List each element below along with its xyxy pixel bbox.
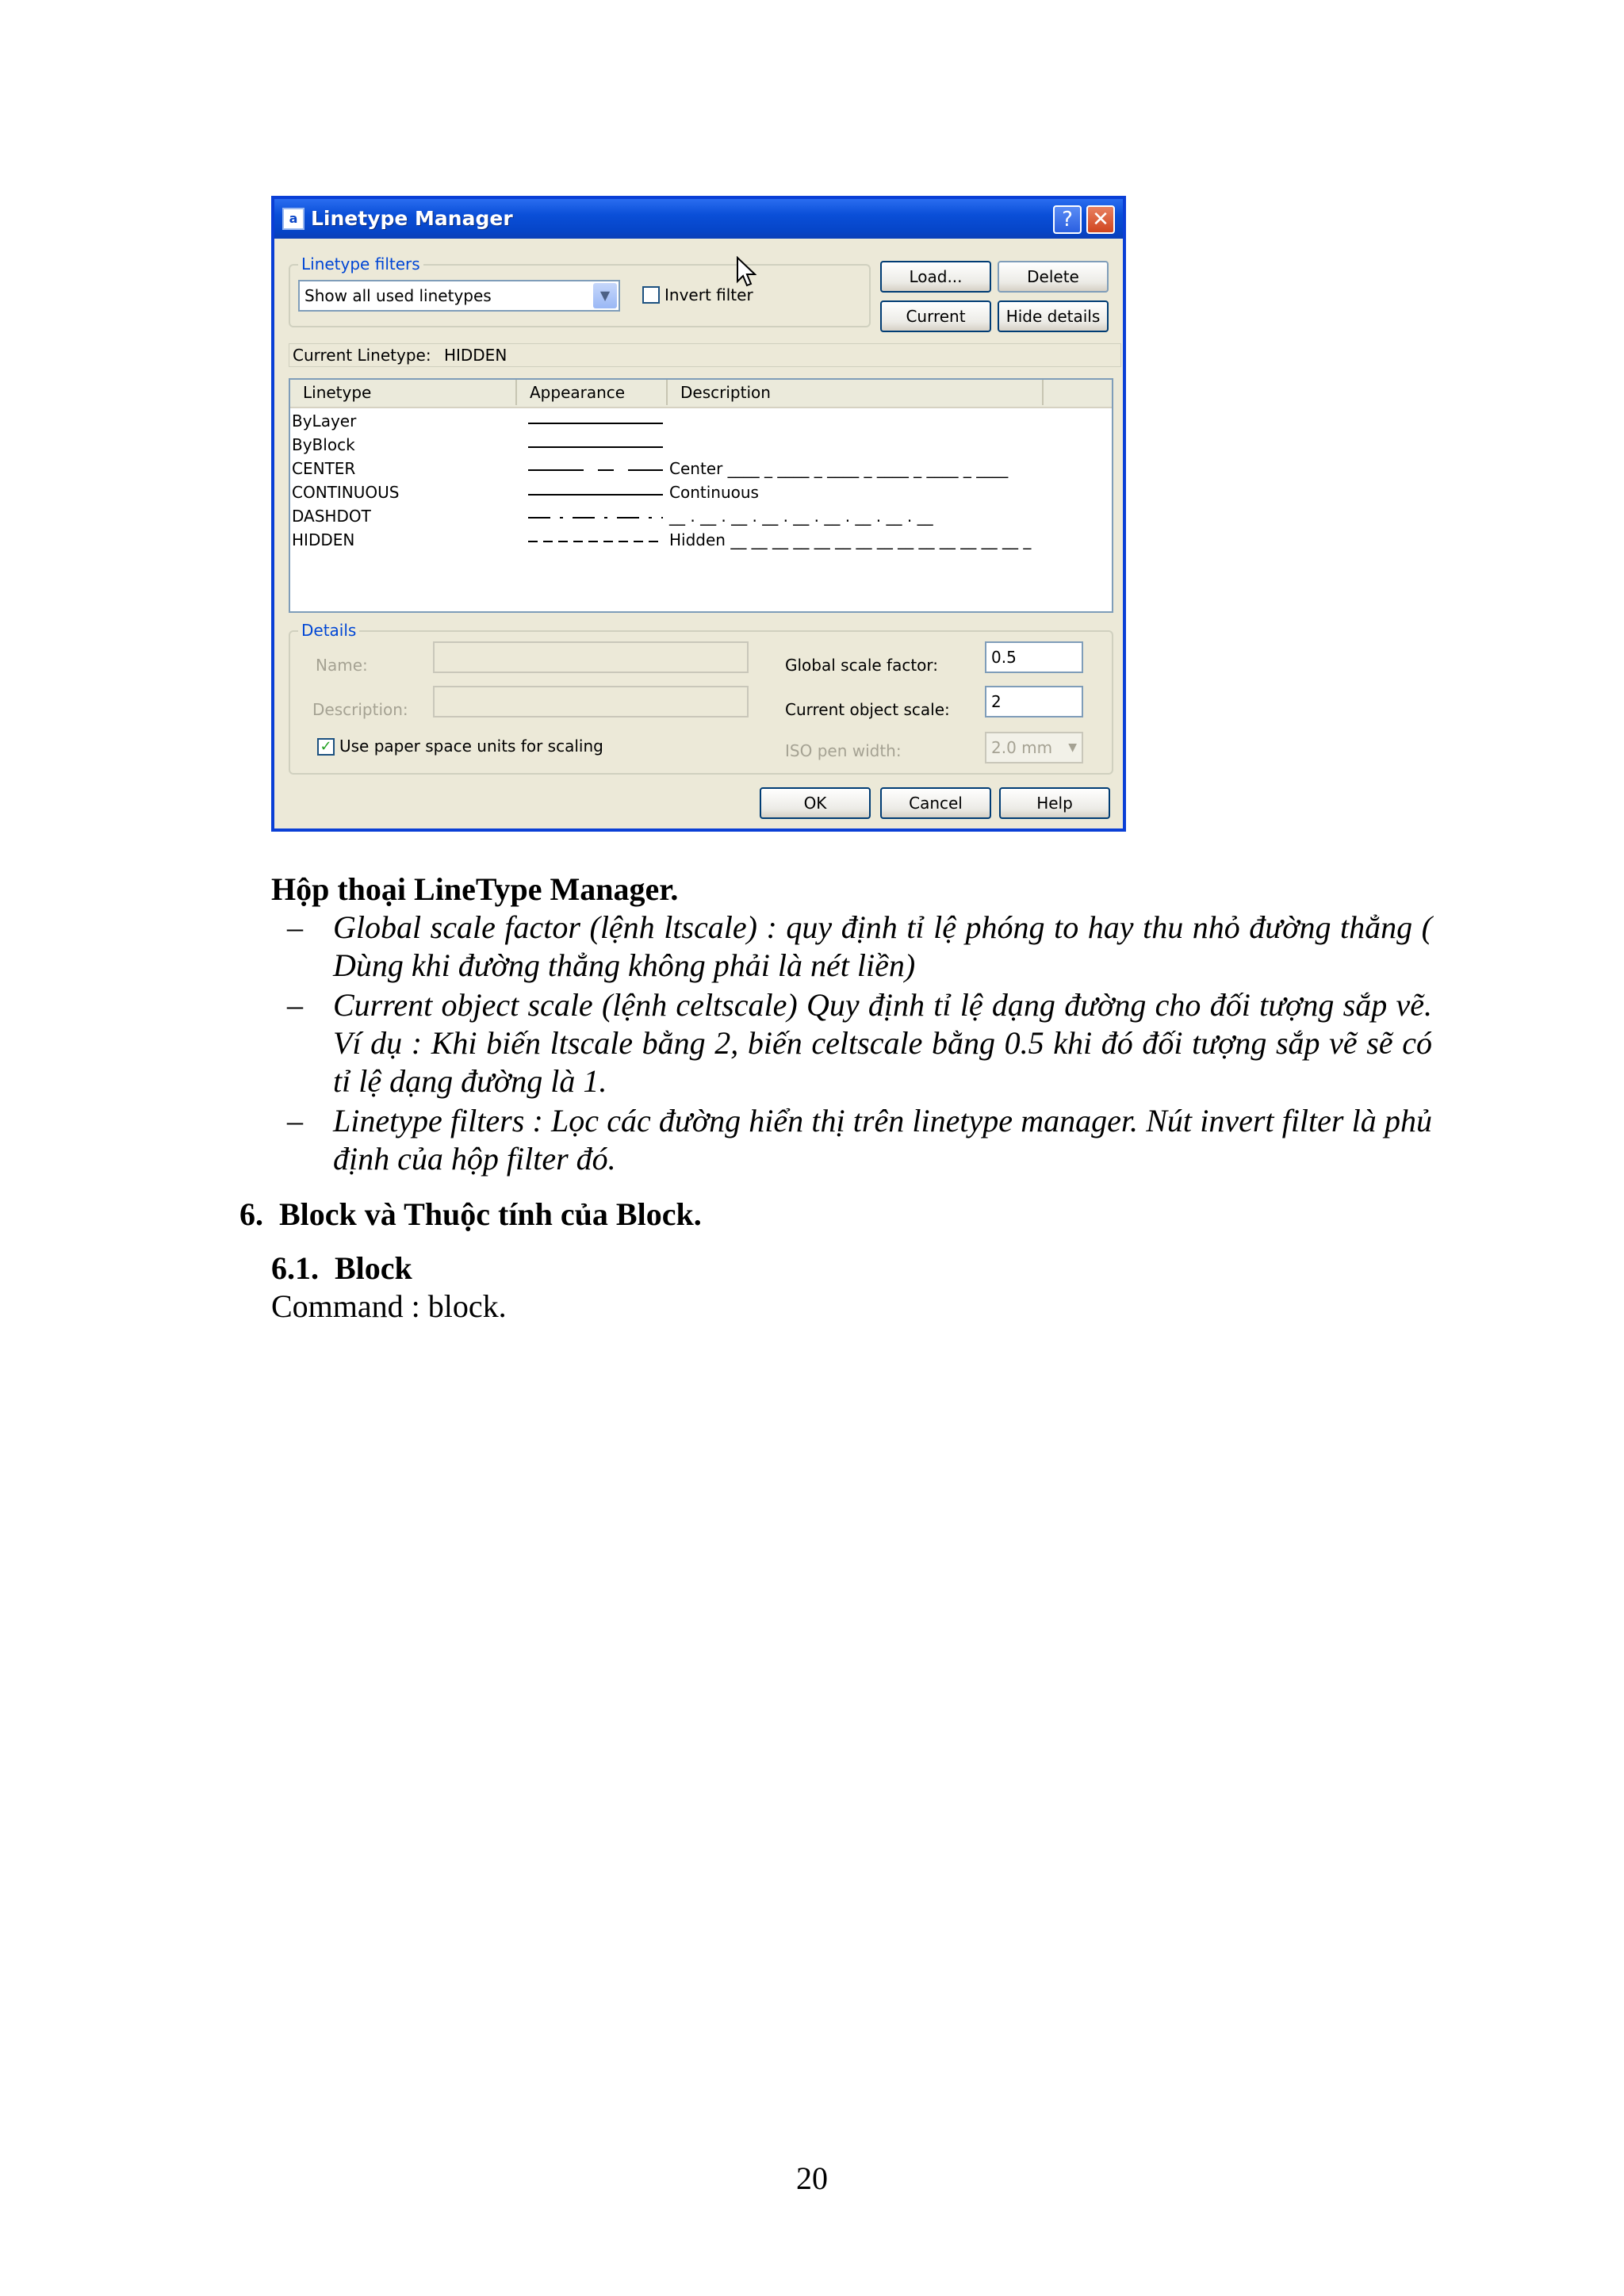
delete-button[interactable]: Delete bbox=[998, 261, 1109, 293]
column-linetype[interactable]: Linetype bbox=[290, 380, 517, 405]
invert-filter-checkbox[interactable] bbox=[642, 286, 660, 304]
invert-filter-label: Invert filter bbox=[665, 285, 753, 304]
app-icon: a bbox=[282, 208, 304, 230]
bullet-marker: – bbox=[287, 909, 303, 945]
appearance-line bbox=[528, 446, 663, 448]
list-item-description: Hidden __ __ __ __ __ __ __ __ __ __ __ __ __ __ _ bbox=[669, 530, 1032, 549]
bullet-marker: – bbox=[287, 1103, 303, 1138]
current-object-scale-label: Current object scale: bbox=[785, 700, 950, 719]
linetype-filters-label: Linetype filters bbox=[298, 254, 423, 274]
list-header bbox=[290, 380, 1112, 408]
bullet-item: Current object scale (lệnh celtscale) Quy định tỉ lệ dạng đường cho đối tượng sắp vẽ. Ví dụ : Khi biến ltscale bằng 2, biến celtscale bằng 0.5 khi đó đối tượng sắp vẽ sẽ có tỉ lệ dạng đường là 1. bbox=[333, 987, 1432, 1099]
section-heading: 6. Block và Thuộc tính của Block. bbox=[239, 1196, 702, 1232]
dialog-title: Linetype Manager bbox=[311, 207, 513, 230]
help-icon[interactable]: ? bbox=[1053, 205, 1082, 234]
column-description[interactable]: Description bbox=[668, 380, 1044, 405]
list-item-description: Continuous bbox=[669, 483, 759, 502]
bullet-marker: – bbox=[287, 987, 303, 1023]
chevron-down-icon: ▼ bbox=[1068, 741, 1077, 754]
hide-details-button[interactable]: Hide details bbox=[998, 300, 1109, 332]
list-item[interactable]: ByLayer bbox=[292, 411, 357, 430]
chevron-down-icon[interactable]: ▼ bbox=[593, 283, 617, 308]
paper-space-label: Use paper space units for scaling bbox=[339, 737, 603, 756]
linetype-filter-select[interactable] bbox=[298, 280, 620, 312]
iso-pen-width-value: 2.0 mm bbox=[991, 738, 1053, 757]
global-scale-input[interactable]: 0.5 bbox=[985, 641, 1083, 673]
close-icon[interactable]: ✕ bbox=[1086, 205, 1115, 234]
current-linetype-value: HIDDEN bbox=[443, 346, 508, 365]
description-field bbox=[433, 686, 749, 718]
list-item[interactable]: ByBlock bbox=[292, 435, 355, 454]
bullet-item: Linetype filters : Lọc các đường hiển thị trên linetype manager. Nút invert filter là phủ định của hộp filter đó. bbox=[333, 1103, 1432, 1177]
title-bar[interactable] bbox=[274, 199, 1123, 239]
linetype-list[interactable] bbox=[289, 378, 1113, 613]
current-button[interactable]: Current bbox=[880, 300, 991, 332]
list-item[interactable]: CONTINUOUS bbox=[292, 483, 400, 502]
list-item[interactable]: CENTER bbox=[292, 459, 356, 478]
iso-pen-width-label: ISO pen width: bbox=[785, 741, 902, 760]
command-text: Command : block. bbox=[271, 1288, 507, 1324]
current-object-scale-input[interactable]: 2 bbox=[985, 686, 1083, 718]
cancel-button[interactable]: Cancel bbox=[880, 787, 991, 819]
subsection-heading: 6.1. Block bbox=[271, 1250, 412, 1286]
details-label: Details bbox=[298, 621, 359, 640]
figure-caption: Hộp thoại LineType Manager. bbox=[271, 871, 679, 907]
name-field bbox=[433, 641, 749, 673]
linetype-filter-value: Show all used linetypes bbox=[304, 286, 492, 305]
load-button[interactable]: Load... bbox=[880, 261, 991, 293]
column-appearance[interactable]: Appearance bbox=[517, 380, 668, 405]
ok-button[interactable]: OK bbox=[760, 787, 871, 819]
appearance-line bbox=[528, 535, 663, 545]
list-item-description: Center ____ _ ____ _ ____ _ ____ _ ____ _ ____ bbox=[669, 459, 1009, 478]
bullet-item: Global scale factor (lệnh ltscale) : quy định tỉ lệ phóng to hay thu nhỏ đường thẳng ( Dùng khi đường thẳng không phải là nét liền) bbox=[333, 909, 1432, 983]
current-linetype-label: Current Linetype: bbox=[293, 346, 431, 365]
appearance-line bbox=[528, 494, 663, 496]
name-label: Name: bbox=[316, 656, 368, 675]
linetype-manager-dialog bbox=[271, 196, 1126, 832]
iso-pen-width-select bbox=[985, 732, 1083, 763]
appearance-line bbox=[528, 464, 663, 473]
list-item[interactable]: DASHDOT bbox=[292, 507, 371, 526]
description-label: Description: bbox=[312, 700, 408, 719]
appearance-line bbox=[528, 423, 663, 424]
paper-space-checkbox[interactable]: ✓ bbox=[317, 738, 335, 756]
page-number: 20 bbox=[796, 2160, 828, 2196]
list-item-description: __ . __ . __ . __ . __ . __ . __ . __ . __ bbox=[669, 507, 933, 526]
list-item[interactable]: HIDDEN bbox=[292, 530, 355, 549]
global-scale-label: Global scale factor: bbox=[785, 656, 939, 675]
current-linetype-bar bbox=[289, 343, 1121, 367]
help-button[interactable]: Help bbox=[999, 787, 1110, 819]
appearance-line bbox=[528, 511, 663, 521]
mouse-cursor-icon bbox=[736, 256, 756, 288]
